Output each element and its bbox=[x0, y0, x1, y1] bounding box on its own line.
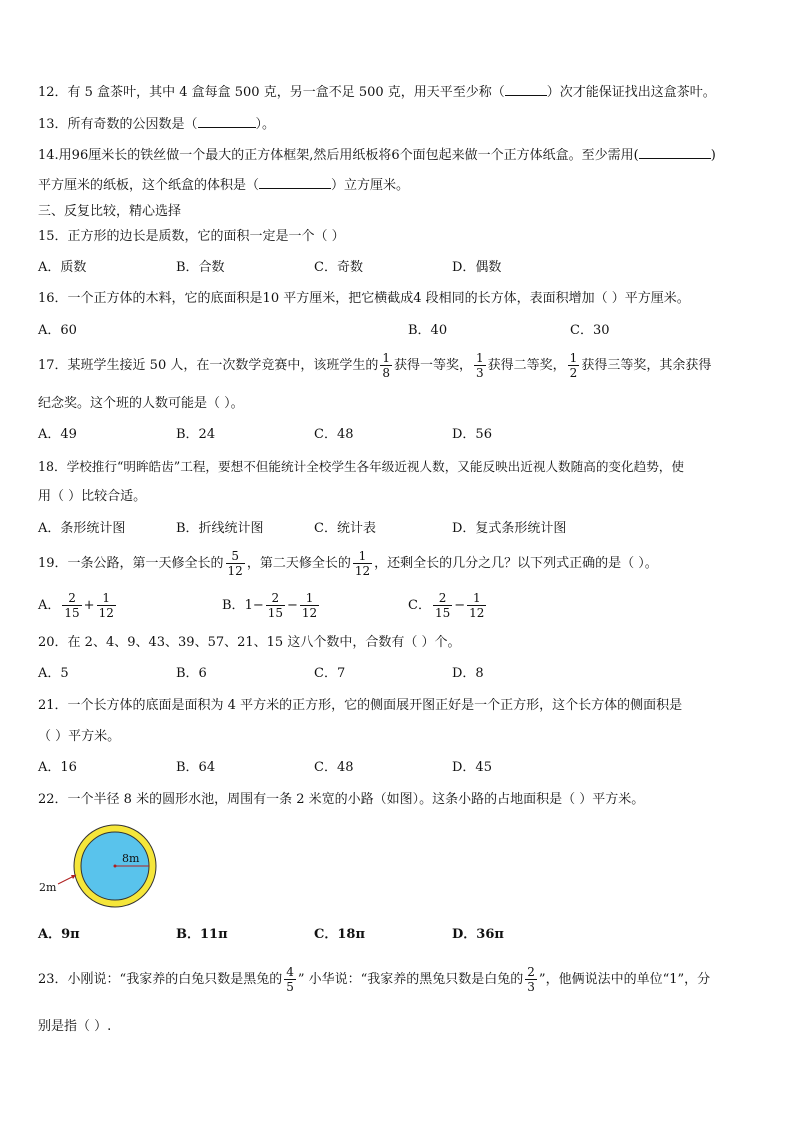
question-20: 20．在 2、4、9、43、39、57、21、15 这八个数中，合数有（ ）个。 bbox=[38, 635, 461, 650]
option-d[interactable]: D．36π bbox=[452, 927, 504, 942]
question-12: 12．有 5 盒茶叶，其中 4 盒每盒 500 克，另一盒不足 500 克，用天平至少称（ ）次才能保证找出这盒茶叶。 bbox=[38, 85, 716, 100]
question-14-line2: 平方厘米的纸板，这个纸盒的体积是（ ）立方厘米。 bbox=[38, 178, 410, 193]
answer-blank[interactable] bbox=[259, 176, 331, 189]
option-b[interactable]: B．24 bbox=[176, 427, 216, 442]
question-19: 19．一条公路，第一天修全长的 $\frac{5}{12}$ ，第二天修全长的 $\frac{1}{12}$ ，还剩全长的几分之几？以下列式正确的是（ ）。 bbox=[38, 549, 658, 578]
option-c[interactable]: C．奇数 bbox=[314, 260, 363, 275]
option-a[interactable]: A．16 bbox=[38, 760, 77, 775]
pool-path-figure bbox=[36, 818, 166, 908]
question-23: 23．小刚说：“我家养的白兔只数是黑兔的 $\frac{4}{5}$ ” 小华说：“我家养的黑兔只数是白兔的 $\frac{2}{3}$ ”，他俩说法中的单位“1”，分 bbox=[38, 965, 711, 994]
option-c[interactable]: C．30 bbox=[570, 323, 610, 338]
option-d[interactable]: D．偶数 bbox=[452, 260, 502, 275]
fraction: $\frac{4}{5}$ bbox=[286, 965, 294, 994]
question-21: 21．一个长方体的底面是面积为 4 平方米的正方形，它的侧面展开图正好是一个正方形，这个长方体的侧面积是 bbox=[38, 698, 683, 713]
fraction: $\frac{2}{3}$ bbox=[527, 965, 535, 994]
question-16: 16．一个正方体的木料，它的底面积是10 平方厘米，把它横截成4 段相同的长方体，表面积增加（ ）平方厘米。 bbox=[38, 291, 690, 306]
question-14: 14.用96厘米长的铁丝做一个最大的正方体框架,然后用纸板将6个面包起来做一个正方体纸盒。至少需用( ) bbox=[38, 148, 716, 163]
option-c[interactable]: C． $\frac{2}{15}$ − $\frac{1}{12}$ bbox=[408, 591, 485, 620]
option-b[interactable]: B．11π bbox=[176, 927, 228, 942]
question-15: 15．正方形的边长是质数，它的面积一定是一个（ ） bbox=[38, 229, 345, 244]
option-a[interactable]: A． $\frac{2}{15}$ + $\frac{1}{12}$ bbox=[38, 591, 114, 620]
question-17-line2: 纪念奖。这个班的人数可能是（ ）。 bbox=[38, 396, 244, 411]
option-a[interactable]: A．60 bbox=[38, 323, 77, 338]
fraction: $\frac{1}{12}$ bbox=[301, 591, 318, 620]
fraction: $\frac{1}{12}$ bbox=[469, 591, 485, 620]
option-d[interactable]: D．45 bbox=[452, 760, 492, 775]
option-c[interactable]: C．18π bbox=[314, 927, 365, 942]
option-a[interactable]: A．49 bbox=[38, 427, 77, 442]
option-d[interactable]: D．56 bbox=[452, 427, 492, 442]
section-heading: 三、反复比较，精心选择 bbox=[38, 204, 182, 219]
option-c[interactable]: C．48 bbox=[314, 427, 354, 442]
question-13: 13．所有奇数的公因数是（ ）。 bbox=[38, 117, 276, 132]
answer-blank[interactable] bbox=[198, 115, 256, 128]
fraction: $\frac{5}{12}$ bbox=[227, 549, 243, 578]
fraction: $\frac{1}{2}$ bbox=[569, 351, 578, 380]
option-d[interactable]: D．8 bbox=[452, 666, 484, 681]
fraction: $\frac{1}{12}$ bbox=[354, 549, 371, 578]
question-18-line2: 用（ ）比较合适。 bbox=[38, 489, 147, 504]
fraction: $\frac{2}{15}$ bbox=[267, 591, 284, 620]
radius-label: 8m bbox=[122, 852, 140, 865]
question-22: 22．一个半径 8 米的圆形水池，周围有一条 2 米宽的小路（如图）。这条小路的占地面积是（ ）平方米。 bbox=[38, 792, 645, 807]
question-18: 18．学校推行“明眸皓齿”工程，要想不但能统计全校学生各年级近视人数，又能反映出近视人数随高的变化趋势，使 bbox=[38, 459, 684, 474]
question-23-line2: 别是指（ ）. bbox=[38, 1019, 112, 1034]
path-width-label: 2m bbox=[39, 881, 57, 894]
option-c[interactable]: C．统计表 bbox=[314, 521, 376, 536]
center-dot bbox=[114, 865, 117, 868]
option-b[interactable]: B．64 bbox=[176, 760, 216, 775]
option-a[interactable]: A．5 bbox=[38, 666, 69, 681]
option-b[interactable]: B．40 bbox=[408, 323, 448, 338]
fraction: $\frac{2}{15}$ bbox=[64, 591, 80, 620]
option-d[interactable]: D．复式条形统计图 bbox=[452, 521, 567, 536]
fraction: $\frac{2}{15}$ bbox=[434, 591, 451, 620]
option-b[interactable]: B．1− $\frac{2}{15}$ − $\frac{1}{12}$ bbox=[222, 591, 318, 620]
fraction: $\frac{1}{12}$ bbox=[98, 591, 114, 620]
option-b[interactable]: B．合数 bbox=[176, 260, 225, 275]
fraction: $\frac{1}{3}$ bbox=[476, 351, 484, 380]
option-c[interactable]: C．48 bbox=[314, 760, 354, 775]
option-b[interactable]: B．6 bbox=[176, 666, 207, 681]
option-a[interactable]: A．9π bbox=[38, 927, 80, 942]
answer-blank[interactable] bbox=[639, 146, 711, 159]
option-c[interactable]: C．7 bbox=[314, 666, 346, 681]
answer-blank[interactable] bbox=[505, 83, 547, 96]
question-21-line2: （ ）平方米。 bbox=[38, 729, 121, 744]
fraction: $\frac{1}{8}$ bbox=[382, 351, 390, 380]
option-b[interactable]: B．折线统计图 bbox=[176, 521, 264, 536]
question-17: 17．某班学生接近 50 人，在一次数学竞赛中，该班学生的 $\frac{1}{8}$ 获得一等奖， $\frac{1}{3}$ 获得二等奖， $\frac{1}{2}$ 获得三等奖，其余获得 bbox=[38, 351, 712, 380]
option-a[interactable]: A．条形统计图 bbox=[38, 521, 126, 536]
option-a[interactable]: A．质数 bbox=[38, 260, 87, 275]
